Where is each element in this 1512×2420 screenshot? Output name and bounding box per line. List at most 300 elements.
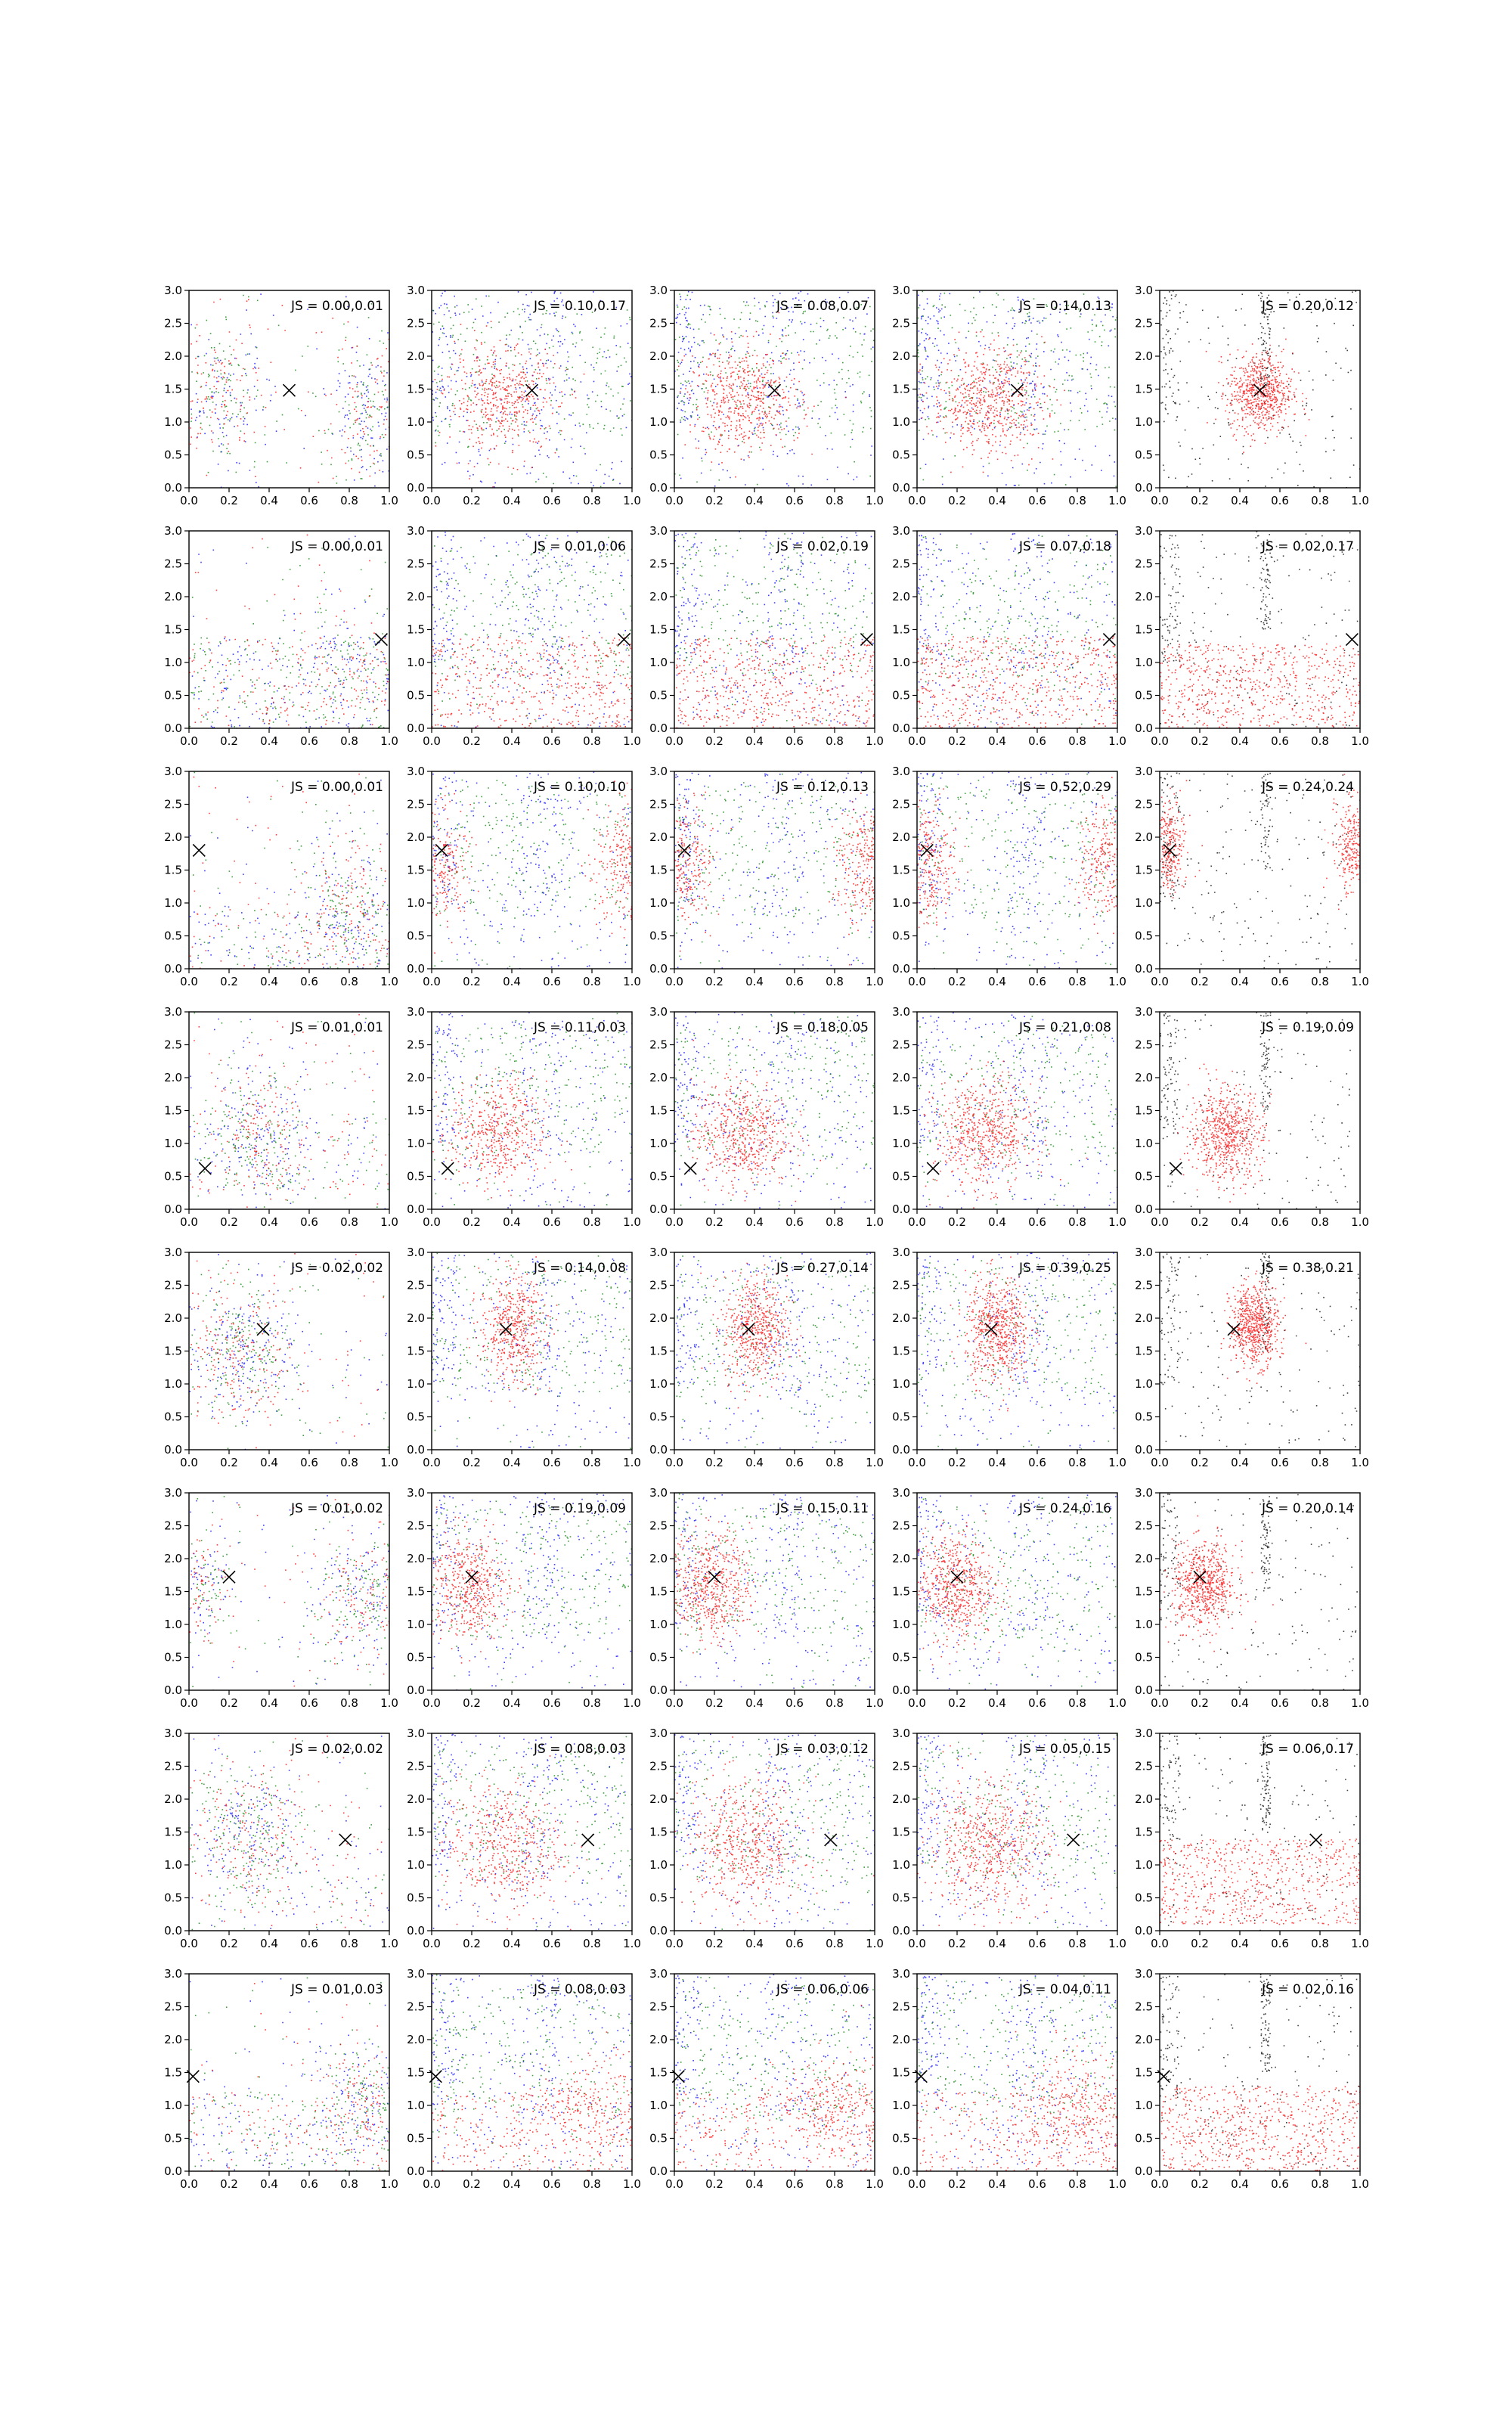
x-tick-label: 0.4 <box>503 1215 521 1229</box>
y-tick-label: 2.5 <box>892 2000 910 2014</box>
y-tick-label: 0.0 <box>164 481 182 495</box>
x-tick-label: 0.4 <box>503 975 521 988</box>
y-tick-label: 0.5 <box>407 1169 425 1184</box>
y-tick-label: 3.0 <box>1135 524 1153 538</box>
y-tick-label: 1.5 <box>892 2065 910 2080</box>
js-annotation: JS = 0.02,0.02 <box>291 1261 383 1276</box>
y-tick-label: 1.5 <box>649 1825 668 1839</box>
x-tick-label: 0.8 <box>826 975 844 988</box>
x-tick-label: 0.4 <box>260 975 278 988</box>
js-annotation: JS = 0.00,0.01 <box>291 299 383 314</box>
js-annotation: JS = 0.21,0.08 <box>1019 1020 1111 1035</box>
y-tick-label: 1.0 <box>1135 656 1153 669</box>
y-tick-label: 1.5 <box>164 382 182 396</box>
y-tick-label: 2.5 <box>649 1759 668 1773</box>
x-tick-label: 0.0 <box>908 1937 926 1950</box>
y-tick-label: 1.0 <box>164 656 182 669</box>
x-tick-label: 0.6 <box>1271 1215 1289 1229</box>
y-tick-label: 1.5 <box>649 382 668 396</box>
x-tick-label: 0.6 <box>1271 1696 1289 1710</box>
js-annotation: JS = 0.14,0.13 <box>1019 299 1111 314</box>
y-tick-label: 0.0 <box>892 1443 910 1457</box>
x-tick-label: 0.2 <box>948 494 966 507</box>
y-tick-label: 0.0 <box>649 1924 668 1938</box>
x-tick-label: 0.4 <box>745 494 764 507</box>
y-tick-label: 1.0 <box>1135 415 1153 429</box>
y-tick-label: 1.0 <box>407 1618 425 1631</box>
x-tick-label: 0.4 <box>503 1937 521 1950</box>
x-tick-label: 0.4 <box>745 1696 764 1710</box>
x-tick-label: 0.6 <box>543 975 561 988</box>
y-tick-label: 0.0 <box>649 481 668 495</box>
x-tick-label: 0.0 <box>1151 1696 1169 1710</box>
x-tick-label: 1.0 <box>1351 494 1369 507</box>
js-annotation: JS = 0.03,0.12 <box>776 1742 869 1757</box>
x-tick-label: 0.2 <box>948 1215 966 1229</box>
y-tick-label: 1.0 <box>1135 1618 1153 1631</box>
x-tick-label: 0.2 <box>220 734 238 748</box>
x-tick-label: 0.2 <box>705 1937 723 1950</box>
x-tick-label: 0.6 <box>1271 2177 1289 2191</box>
x-tick-label: 0.8 <box>1311 1215 1329 1229</box>
x-tick-label: 0.8 <box>1311 1937 1329 1950</box>
y-tick-label: 0.5 <box>892 448 910 462</box>
x-tick-label: 0.0 <box>1151 2177 1169 2191</box>
x-tick-label: 1.0 <box>866 1937 884 1950</box>
y-tick-label: 1.0 <box>407 2099 425 2112</box>
js-annotation: JS = 0.08,0.03 <box>534 1982 626 1997</box>
y-tick-label: 0.0 <box>164 962 182 976</box>
y-tick-label: 0.0 <box>649 1683 668 1697</box>
x-tick-label: 0.6 <box>1028 975 1046 988</box>
js-annotation: JS = 0.06,0.17 <box>1262 1742 1354 1757</box>
y-tick-label: 2.0 <box>407 1792 425 1806</box>
x-tick-label: 1.0 <box>1108 1696 1126 1710</box>
y-tick-label: 0.0 <box>1135 1924 1153 1938</box>
y-tick-label: 1.5 <box>649 2065 668 2080</box>
y-tick-label: 1.5 <box>892 1103 910 1118</box>
y-tick-label: 1.0 <box>407 1377 425 1391</box>
y-tick-label: 1.0 <box>649 1618 668 1631</box>
y-tick-label: 0.0 <box>649 962 668 976</box>
y-tick-label: 0.0 <box>1135 962 1153 976</box>
x-tick-label: 0.8 <box>340 1937 358 1950</box>
x-tick-label: 1.0 <box>1351 1937 1369 1950</box>
x-tick-label: 0.0 <box>908 2177 926 2191</box>
js-annotation: JS = 0.01,0.03 <box>291 1982 383 1997</box>
y-tick-label: 2.0 <box>649 2033 668 2046</box>
y-tick-label: 2.0 <box>649 1552 668 1565</box>
y-tick-label: 2.0 <box>649 590 668 603</box>
js-annotation: JS = 0.08,0.07 <box>776 299 869 314</box>
x-tick-label: 1.0 <box>380 975 398 988</box>
y-tick-label: 0.0 <box>164 1683 182 1697</box>
y-tick-label: 0.5 <box>649 1169 668 1184</box>
y-tick-label: 1.0 <box>164 1137 182 1150</box>
y-tick-label: 0.0 <box>164 1443 182 1457</box>
y-tick-label: 0.5 <box>407 1650 425 1665</box>
y-tick-label: 3.0 <box>407 1727 425 1740</box>
x-tick-label: 1.0 <box>1108 2177 1126 2191</box>
y-tick-label: 3.0 <box>164 284 182 297</box>
y-tick-label: 3.0 <box>164 1967 182 1981</box>
y-tick-label: 1.0 <box>1135 1137 1153 1150</box>
y-tick-label: 2.0 <box>649 1311 668 1325</box>
x-tick-label: 1.0 <box>380 494 398 507</box>
y-tick-label: 2.5 <box>649 316 668 330</box>
y-tick-label: 0.5 <box>892 1169 910 1184</box>
y-tick-label: 0.0 <box>649 1202 668 1216</box>
x-tick-label: 0.4 <box>745 1456 764 1469</box>
y-tick-label: 1.5 <box>164 1103 182 1118</box>
y-tick-label: 0.5 <box>164 929 182 943</box>
y-tick-label: 0.0 <box>407 1443 425 1457</box>
x-tick-label: 0.4 <box>260 2177 278 2191</box>
x-tick-label: 0.2 <box>220 2177 238 2191</box>
y-tick-label: 3.0 <box>892 1005 910 1019</box>
x-tick-label: 0.2 <box>705 1696 723 1710</box>
js-annotation: JS = 0.07,0.18 <box>1019 539 1111 554</box>
y-tick-label: 2.0 <box>407 2033 425 2046</box>
x-tick-label: 1.0 <box>1351 1215 1369 1229</box>
y-tick-label: 3.0 <box>164 1486 182 1500</box>
y-tick-label: 0.0 <box>892 1924 910 1938</box>
x-tick-label: 0.0 <box>665 975 683 988</box>
x-tick-label: 1.0 <box>866 734 884 748</box>
y-tick-label: 3.0 <box>1135 765 1153 778</box>
y-tick-label: 1.5 <box>649 863 668 877</box>
x-tick-label: 0.0 <box>423 1215 441 1229</box>
y-tick-label: 1.5 <box>1135 1825 1153 1839</box>
js-annotation: JS = 0.00,0.01 <box>291 780 383 795</box>
y-tick-label: 2.5 <box>649 557 668 571</box>
x-tick-label: 0.8 <box>340 1696 358 1710</box>
x-tick-label: 0.4 <box>503 494 521 507</box>
y-tick-label: 0.5 <box>649 2131 668 2145</box>
y-tick-label: 0.5 <box>1135 448 1153 462</box>
x-tick-label: 0.0 <box>1151 494 1169 507</box>
y-tick-label: 1.0 <box>892 656 910 669</box>
x-tick-label: 0.0 <box>423 734 441 748</box>
y-tick-label: 1.5 <box>407 863 425 877</box>
y-tick-label: 1.0 <box>1135 896 1153 910</box>
x-tick-label: 0.6 <box>785 2177 804 2191</box>
y-tick-label: 2.0 <box>407 1071 425 1084</box>
js-annotation: JS = 0.14,0.08 <box>534 1261 626 1276</box>
x-tick-label: 0.8 <box>1068 494 1086 507</box>
x-tick-label: 0.4 <box>988 975 1006 988</box>
y-tick-label: 1.5 <box>164 2065 182 2080</box>
x-tick-label: 0.4 <box>745 975 764 988</box>
x-tick-label: 0.0 <box>908 1215 926 1229</box>
js-annotation: JS = 0.02,0.19 <box>776 539 869 554</box>
x-tick-label: 1.0 <box>1351 2177 1369 2191</box>
y-tick-label: 2.5 <box>407 797 425 811</box>
y-tick-label: 1.5 <box>1135 863 1153 877</box>
x-tick-label: 0.4 <box>745 2177 764 2191</box>
x-tick-label: 0.0 <box>665 1456 683 1469</box>
y-tick-label: 0.0 <box>407 1202 425 1216</box>
x-tick-label: 0.8 <box>1068 1696 1086 1710</box>
x-tick-label: 1.0 <box>380 2177 398 2191</box>
x-tick-label: 0.0 <box>665 1696 683 1710</box>
y-tick-label: 0.5 <box>1135 2131 1153 2145</box>
y-tick-label: 2.5 <box>892 1759 910 1773</box>
y-tick-label: 3.0 <box>407 1005 425 1019</box>
x-tick-label: 0.6 <box>543 2177 561 2191</box>
y-tick-label: 1.5 <box>1135 1103 1153 1118</box>
x-tick-label: 0.0 <box>423 975 441 988</box>
x-tick-label: 0.8 <box>1311 2177 1329 2191</box>
x-tick-label: 0.2 <box>220 975 238 988</box>
y-tick-label: 2.0 <box>649 1792 668 1806</box>
y-tick-label: 3.0 <box>892 765 910 778</box>
y-tick-label: 3.0 <box>892 524 910 538</box>
x-tick-label: 1.0 <box>866 494 884 507</box>
y-tick-label: 2.5 <box>649 2000 668 2014</box>
x-tick-label: 0.4 <box>988 1696 1006 1710</box>
y-tick-label: 2.5 <box>1135 557 1153 571</box>
y-tick-label: 2.5 <box>407 1759 425 1773</box>
y-tick-label: 1.5 <box>407 1584 425 1599</box>
y-tick-label: 1.5 <box>892 1344 910 1358</box>
y-tick-label: 3.0 <box>164 1246 182 1259</box>
y-tick-label: 3.0 <box>407 284 425 297</box>
y-tick-label: 3.0 <box>407 524 425 538</box>
y-tick-label: 0.0 <box>892 962 910 976</box>
y-tick-label: 2.0 <box>1135 1552 1153 1565</box>
y-tick-label: 1.0 <box>407 896 425 910</box>
x-tick-label: 0.6 <box>543 734 561 748</box>
x-tick-label: 0.0 <box>665 1215 683 1229</box>
x-tick-label: 0.8 <box>1311 1696 1329 1710</box>
x-tick-label: 0.0 <box>665 2177 683 2191</box>
x-tick-label: 0.8 <box>340 1456 358 1469</box>
y-tick-label: 0.5 <box>407 2131 425 2145</box>
y-tick-label: 1.5 <box>892 622 910 637</box>
y-tick-label: 2.0 <box>892 1792 910 1806</box>
y-tick-label: 2.0 <box>164 1071 182 1084</box>
y-tick-label: 3.0 <box>164 765 182 778</box>
x-tick-label: 0.2 <box>220 1696 238 1710</box>
y-tick-label: 3.0 <box>649 1005 668 1019</box>
y-tick-label: 2.5 <box>1135 1759 1153 1773</box>
y-tick-label: 1.5 <box>1135 2065 1153 2080</box>
x-tick-label: 0.6 <box>300 734 318 748</box>
x-tick-label: 0.6 <box>1271 734 1289 748</box>
y-tick-label: 2.5 <box>892 797 910 811</box>
y-tick-label: 3.0 <box>407 1967 425 1981</box>
y-tick-label: 0.5 <box>649 1891 668 1905</box>
x-tick-label: 0.8 <box>826 1937 844 1950</box>
x-tick-label: 0.0 <box>180 494 198 507</box>
js-annotation: JS = 0.10,0.10 <box>534 780 626 795</box>
x-tick-label: 0.0 <box>180 1215 198 1229</box>
x-tick-label: 1.0 <box>623 1696 641 1710</box>
x-tick-label: 0.2 <box>1191 1456 1209 1469</box>
y-tick-label: 2.0 <box>164 830 182 844</box>
x-tick-label: 0.0 <box>423 1937 441 1950</box>
y-tick-label: 1.0 <box>1135 1377 1153 1391</box>
x-tick-label: 0.0 <box>1151 1937 1169 1950</box>
y-tick-label: 2.0 <box>407 590 425 603</box>
y-tick-label: 1.5 <box>649 1344 668 1358</box>
x-tick-label: 0.6 <box>300 1215 318 1229</box>
x-tick-label: 0.8 <box>1311 1456 1329 1469</box>
x-tick-label: 0.6 <box>300 494 318 507</box>
y-tick-label: 2.5 <box>1135 2000 1153 2014</box>
x-tick-label: 0.6 <box>300 1456 318 1469</box>
y-tick-label: 3.0 <box>164 1005 182 1019</box>
y-tick-label: 0.5 <box>164 448 182 462</box>
y-tick-label: 1.0 <box>164 2099 182 2112</box>
x-tick-label: 0.8 <box>1068 2177 1086 2191</box>
x-tick-label: 0.2 <box>705 734 723 748</box>
y-tick-label: 3.0 <box>649 1246 668 1259</box>
js-annotation: JS = 0.05,0.15 <box>1019 1742 1111 1757</box>
y-tick-label: 1.0 <box>164 896 182 910</box>
y-tick-label: 1.0 <box>164 1377 182 1391</box>
y-tick-label: 1.5 <box>164 863 182 877</box>
x-tick-label: 0.0 <box>1151 975 1169 988</box>
y-tick-label: 3.0 <box>892 1727 910 1740</box>
x-tick-label: 0.6 <box>543 1696 561 1710</box>
x-tick-label: 0.4 <box>503 734 521 748</box>
y-tick-label: 1.0 <box>1135 2099 1153 2112</box>
y-tick-label: 2.5 <box>164 1759 182 1773</box>
js-annotation: JS = 0.27,0.14 <box>776 1261 869 1276</box>
x-tick-label: 0.2 <box>1191 1937 1209 1950</box>
x-tick-label: 0.6 <box>1028 2177 1046 2191</box>
y-tick-label: 2.0 <box>1135 1311 1153 1325</box>
y-tick-label: 1.0 <box>164 1858 182 1872</box>
y-tick-label: 1.5 <box>164 1825 182 1839</box>
y-tick-label: 1.0 <box>407 1137 425 1150</box>
x-tick-label: 0.2 <box>705 494 723 507</box>
y-tick-label: 2.0 <box>1135 590 1153 603</box>
x-tick-label: 0.4 <box>1231 1215 1249 1229</box>
y-tick-label: 3.0 <box>649 1727 668 1740</box>
x-tick-label: 0.0 <box>665 734 683 748</box>
y-tick-label: 1.5 <box>892 863 910 877</box>
x-tick-label: 0.4 <box>260 1456 278 1469</box>
x-tick-label: 0.4 <box>745 1937 764 1950</box>
x-tick-label: 0.0 <box>423 1696 441 1710</box>
y-tick-label: 0.0 <box>649 2164 668 2178</box>
y-tick-label: 1.5 <box>407 1103 425 1118</box>
y-tick-label: 0.0 <box>407 721 425 735</box>
y-tick-label: 1.0 <box>892 896 910 910</box>
x-tick-label: 0.0 <box>180 734 198 748</box>
y-tick-label: 1.0 <box>892 415 910 429</box>
js-annotation: JS = 0.01,0.06 <box>534 539 626 554</box>
y-tick-label: 2.0 <box>407 1311 425 1325</box>
x-tick-label: 1.0 <box>623 494 641 507</box>
x-tick-label: 0.8 <box>583 734 601 748</box>
js-annotation: JS = 0.02,0.17 <box>1262 539 1354 554</box>
y-tick-label: 2.0 <box>892 349 910 363</box>
y-tick-label: 0.0 <box>892 1202 910 1216</box>
x-tick-label: 1.0 <box>1351 1456 1369 1469</box>
x-tick-label: 0.4 <box>503 1696 521 1710</box>
x-tick-label: 0.2 <box>220 1456 238 1469</box>
y-tick-label: 2.5 <box>407 557 425 571</box>
js-annotation: JS = 0.01,0.02 <box>291 1501 383 1516</box>
x-tick-label: 0.6 <box>543 494 561 507</box>
x-tick-label: 0.6 <box>1028 1456 1046 1469</box>
x-tick-label: 0.2 <box>463 1937 481 1950</box>
y-tick-label: 2.5 <box>1135 1038 1153 1052</box>
x-tick-label: 0.8 <box>340 734 358 748</box>
x-tick-label: 0.2 <box>948 1937 966 1950</box>
x-tick-label: 0.8 <box>1068 1215 1086 1229</box>
y-tick-label: 0.0 <box>164 2164 182 2178</box>
y-tick-label: 2.0 <box>164 2033 182 2046</box>
js-annotation: JS = 0.39,0.25 <box>1019 1261 1111 1276</box>
y-tick-label: 2.5 <box>649 797 668 811</box>
x-tick-label: 0.2 <box>948 1456 966 1469</box>
y-tick-label: 1.5 <box>407 622 425 637</box>
x-tick-label: 0.0 <box>665 1937 683 1950</box>
x-tick-label: 0.8 <box>1068 1456 1086 1469</box>
x-tick-label: 0.2 <box>705 975 723 988</box>
x-tick-label: 0.4 <box>1231 1937 1249 1950</box>
x-tick-label: 1.0 <box>380 1215 398 1229</box>
x-tick-label: 1.0 <box>623 1215 641 1229</box>
y-tick-label: 0.5 <box>892 929 910 943</box>
x-tick-label: 0.2 <box>705 1215 723 1229</box>
x-tick-label: 1.0 <box>623 1937 641 1950</box>
js-annotation: JS = 0.06,0.06 <box>776 1982 869 1997</box>
x-tick-label: 0.0 <box>908 975 926 988</box>
x-tick-label: 0.6 <box>543 1456 561 1469</box>
x-tick-label: 0.2 <box>948 975 966 988</box>
y-tick-label: 2.0 <box>407 349 425 363</box>
y-tick-label: 2.0 <box>164 349 182 363</box>
y-tick-label: 3.0 <box>1135 284 1153 297</box>
x-tick-label: 0.2 <box>463 2177 481 2191</box>
x-tick-label: 0.0 <box>665 494 683 507</box>
y-tick-label: 3.0 <box>649 1486 668 1500</box>
y-tick-label: 2.5 <box>407 2000 425 2014</box>
x-tick-label: 0.6 <box>785 1696 804 1710</box>
x-tick-label: 0.8 <box>826 2177 844 2191</box>
x-tick-label: 0.4 <box>988 2177 1006 2191</box>
y-tick-label: 0.5 <box>892 688 910 703</box>
js-annotation: JS = 0.08,0.03 <box>534 1742 626 1757</box>
y-tick-label: 0.5 <box>164 1410 182 1424</box>
x-tick-label: 0.4 <box>260 1696 278 1710</box>
js-annotation: JS = 0.15,0.11 <box>776 1501 869 1516</box>
x-tick-label: 0.8 <box>826 1696 844 1710</box>
y-tick-label: 0.0 <box>1135 721 1153 735</box>
y-tick-label: 0.5 <box>407 448 425 462</box>
x-tick-label: 0.4 <box>745 1215 764 1229</box>
y-tick-label: 0.0 <box>407 962 425 976</box>
y-tick-label: 3.0 <box>1135 1005 1153 1019</box>
y-tick-label: 2.0 <box>407 1552 425 1565</box>
y-tick-label: 2.5 <box>1135 316 1153 330</box>
x-tick-label: 0.0 <box>908 734 926 748</box>
y-tick-label: 1.0 <box>649 415 668 429</box>
js-annotation: JS = 0.52,0.29 <box>1019 780 1111 795</box>
y-tick-label: 2.0 <box>1135 349 1153 363</box>
y-tick-label: 0.5 <box>164 1891 182 1905</box>
y-tick-label: 0.5 <box>1135 1891 1153 1905</box>
y-tick-label: 2.0 <box>1135 830 1153 844</box>
x-tick-label: 0.8 <box>826 494 844 507</box>
y-tick-label: 2.0 <box>164 590 182 603</box>
